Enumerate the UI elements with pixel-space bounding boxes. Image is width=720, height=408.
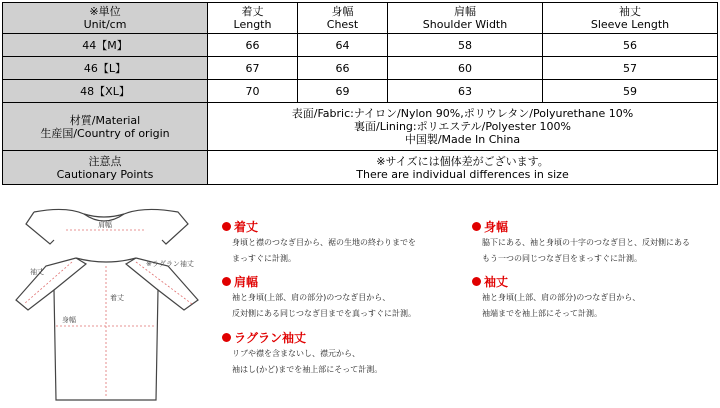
diagram-shoulder-label: 肩幅	[98, 221, 112, 229]
material-row	[3, 103, 718, 151]
section-length-heading	[222, 218, 258, 235]
col-length-ja: 着丈	[241, 5, 264, 18]
caution-label-en: Cautionary Points	[56, 167, 154, 181]
value-cell: 59	[543, 80, 718, 103]
unit-header-cell	[3, 3, 208, 34]
caution-text-ja: ※サイズには個体差がございます。	[376, 154, 549, 168]
header-row	[3, 3, 718, 34]
size-cell: 48【XL】	[3, 80, 208, 103]
section-raglan-title: ラグラン袖丈	[234, 331, 307, 345]
value-cell: 58	[388, 34, 543, 57]
col-chest-en: Chest	[326, 18, 359, 31]
col-sleeve-en: Sleeve Length	[590, 18, 670, 31]
table-row	[3, 34, 718, 57]
section-shoulder-title: 肩幅	[234, 275, 259, 289]
lining-text: 裏面/Lining:ポリエステル/Polyester 100%	[354, 120, 571, 133]
value-cell: 70	[208, 80, 298, 103]
origin-text: 中国製/Made In China	[404, 133, 521, 146]
section-chest-heading	[472, 218, 508, 235]
red-bullet-icon	[222, 333, 231, 342]
value-cell: 67	[208, 57, 298, 80]
red-bullet-icon	[222, 277, 231, 286]
diagram-length-label: 着丈	[110, 294, 124, 302]
red-bullet-icon	[472, 222, 481, 231]
material-value-cell	[208, 103, 718, 151]
value-cell: 56	[543, 34, 718, 57]
col-shoulder-header	[388, 3, 543, 34]
red-bullet-icon	[222, 222, 231, 231]
section-raglan-text	[232, 346, 382, 378]
caution-row	[3, 151, 718, 185]
col-sleeve-header	[543, 3, 718, 34]
section-chest-text	[482, 235, 690, 267]
origin-label: 生産国/Country of origin	[40, 126, 170, 140]
size-table	[2, 2, 718, 185]
col-length-en: Length	[233, 18, 272, 31]
section-sleeve-heading	[472, 273, 508, 290]
section-sleeve-line: 袖端までを袖上部にそって計測。	[482, 309, 602, 318]
section-sleeve-line: 袖と身頃(上部、肩の部分)のつなぎ目から、	[482, 293, 641, 302]
caution-label-ja: 注意点	[88, 154, 122, 168]
section-chest-line: 脇下にある、袖と身頃の十字のつなぎ目と、反対側にある	[482, 238, 690, 247]
diagram-raglan-label: ※ラグラン袖丈	[146, 260, 194, 268]
value-cell: 66	[208, 34, 298, 57]
col-chest-ja: 身幅	[331, 5, 354, 18]
material-label-cell	[3, 103, 208, 151]
value-cell: 63	[388, 80, 543, 103]
value-cell: 69	[298, 80, 388, 103]
section-sleeve-title: 袖丈	[484, 275, 509, 289]
section-length-title: 着丈	[234, 220, 259, 234]
section-chest-title: 身幅	[484, 220, 509, 234]
value-cell: 66	[298, 57, 388, 80]
size-cell: 46【L】	[3, 57, 208, 80]
col-sleeve-ja: 袖丈	[619, 5, 641, 18]
garment-outline	[16, 258, 198, 400]
col-shoulder-ja: 肩幅	[454, 5, 476, 18]
section-raglan-heading	[222, 329, 306, 346]
table-row	[3, 57, 718, 80]
unit-label-ja: ※単位	[89, 5, 121, 18]
section-raglan-line: 袖はし(かど)までを袖上部にそって計測。	[232, 365, 383, 374]
table-row	[3, 80, 718, 103]
value-cell: 60	[388, 57, 543, 80]
section-shoulder-line: 袖と身頃(上部、肩の部分)のつなぎ目から、	[232, 293, 391, 302]
section-length-line: まっすぐに計測。	[232, 254, 296, 263]
section-chest-line: もう一つの同じつなぎ目をまっすぐに計測。	[482, 254, 642, 263]
col-length-header	[208, 3, 298, 34]
value-cell: 64	[298, 34, 388, 57]
diagram-chest-label: 身幅	[62, 316, 76, 324]
red-bullet-icon	[472, 277, 481, 286]
caution-value-cell	[208, 151, 718, 185]
caution-text-en: There are individual differences in size	[356, 167, 569, 181]
col-shoulder-en: Shoulder Width	[422, 18, 508, 31]
diagram-sleeve-label: 袖丈	[30, 268, 44, 276]
material-label: 材質/Material	[69, 113, 141, 127]
section-shoulder-heading	[222, 273, 258, 290]
size-cell: 44【M】	[3, 34, 208, 57]
section-shoulder-line: 反対側にある同じつなぎ目までを真っすぐに計測。	[232, 309, 416, 318]
garment-measurement-diagram	[6, 200, 211, 406]
section-length-text	[232, 235, 416, 267]
section-sleeve-text	[482, 290, 640, 322]
fabric-text: 表面/Fabric:ナイロン/Nylon 90%,ポリウレタン/Polyurethane 10%	[291, 107, 634, 120]
section-length-line: 身頃と襟のつなぎ目から、裾の生地の終わりまでを	[232, 238, 416, 247]
caution-label-cell	[3, 151, 208, 185]
section-shoulder-text	[232, 290, 416, 322]
col-chest-header	[298, 3, 388, 34]
value-cell: 57	[543, 57, 718, 80]
unit-label-en: Unit/cm	[83, 18, 127, 31]
section-raglan-line: リブや襟を含まないし、襟元から、	[232, 349, 360, 358]
